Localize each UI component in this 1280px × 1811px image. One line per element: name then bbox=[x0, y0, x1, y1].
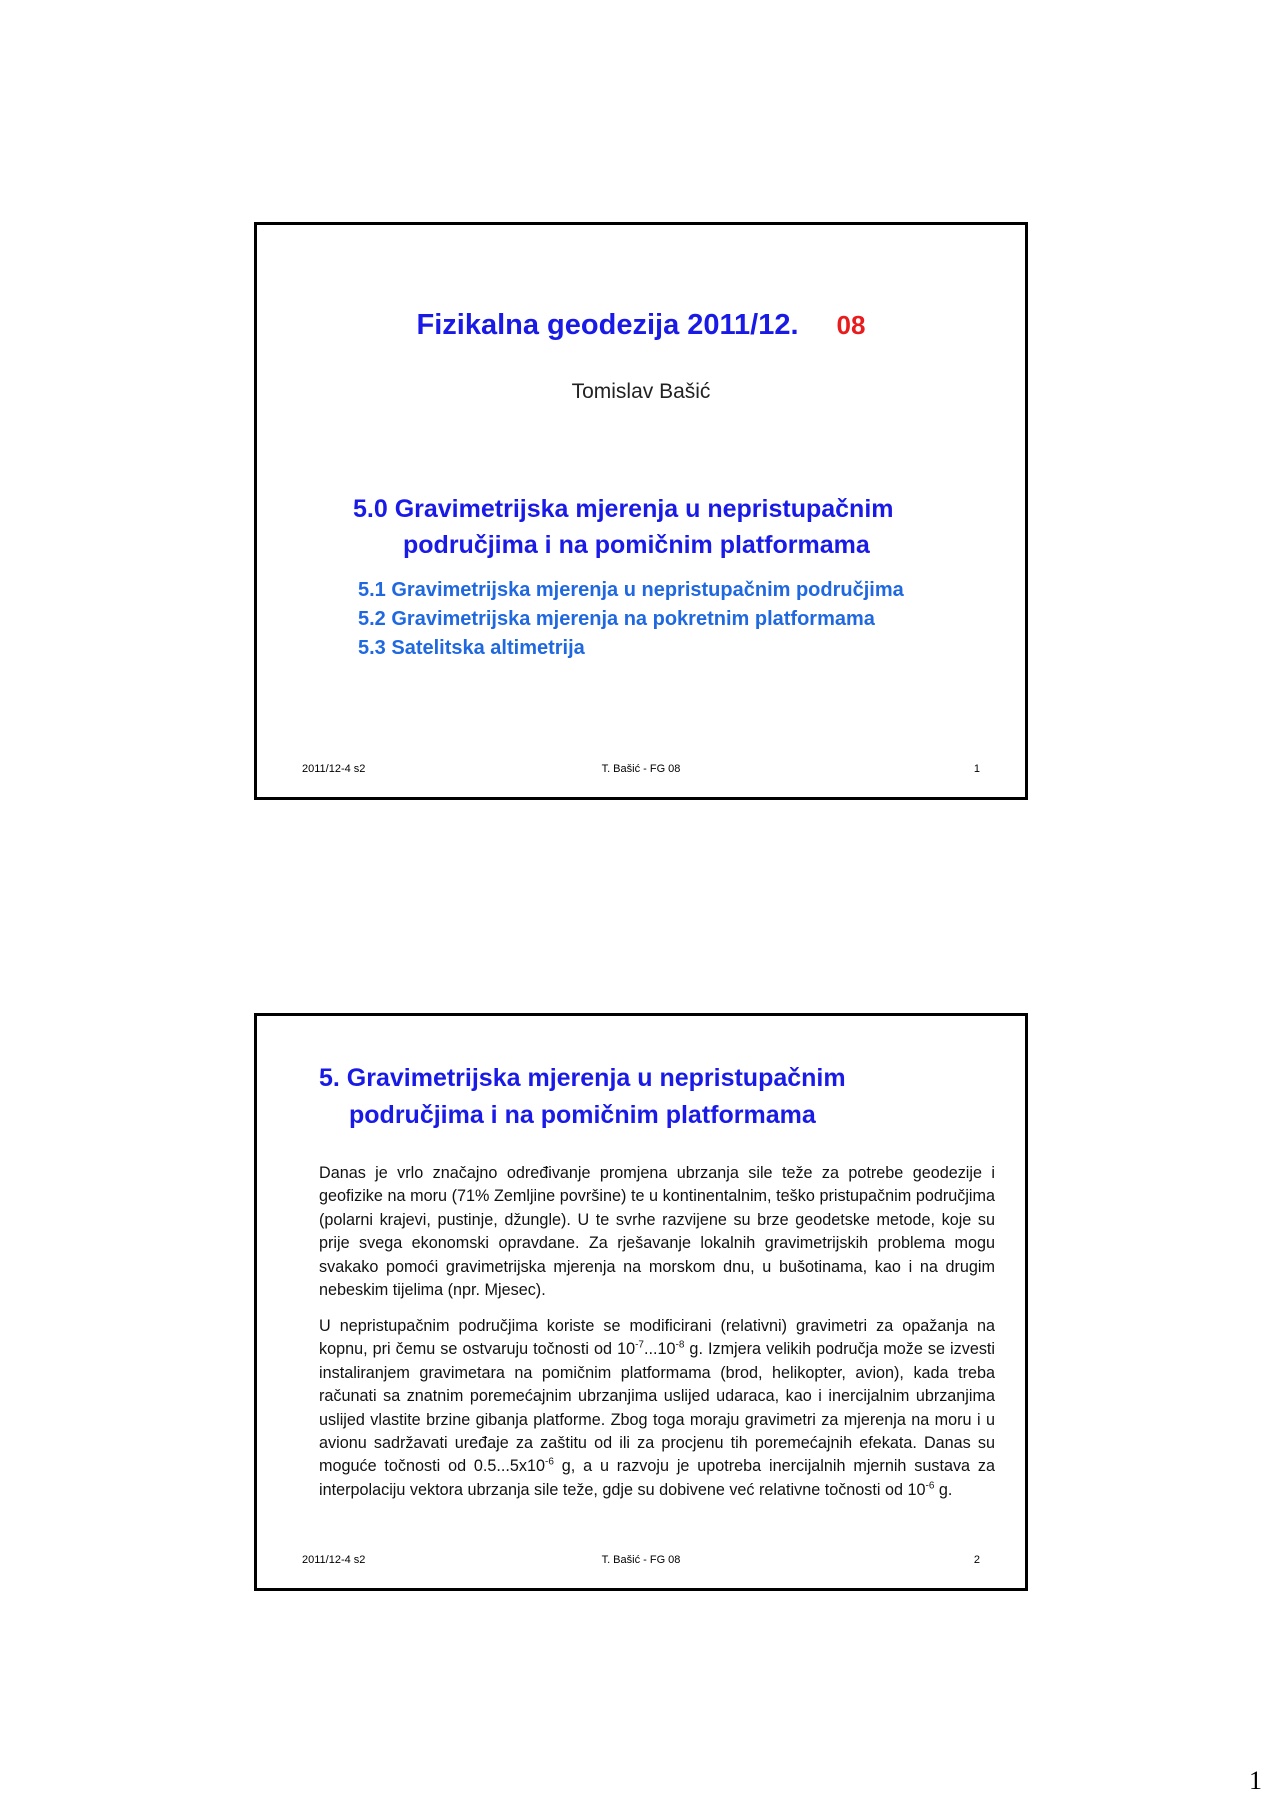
text-run: ...10 bbox=[643, 1340, 676, 1359]
slide-title bbox=[257, 309, 1025, 342]
slide-1 bbox=[254, 222, 1028, 800]
footer-date: 2011/12-4 s2 bbox=[302, 763, 366, 775]
footer-author: T. Bašić - FG 08 bbox=[601, 763, 681, 775]
exponent: -8 bbox=[675, 1340, 685, 1352]
footer-author: T. Bašić - FG 08 bbox=[601, 1554, 681, 1566]
slide-title-line-1: 5. Gravimetrijska mjerenja u nepristupačnim bbox=[319, 1064, 846, 1092]
slide-2 bbox=[254, 1013, 1028, 1591]
slide-title bbox=[319, 1060, 846, 1134]
body-paragraph-1: Danas je vrlo značajno određivanje promjena ubrzanja sile teže za potrebe geodezije i geofizike na moru (71% Zemljine površine) te u kontinentalnim, teško pristupačnim područjima (polarni krajevi, pustinje, džungle). U te svrhe razvijene su brze geodetske metode, koje su prije svega ekonomski opravdane. Za rješavanje lokalnih gravimetrijskih problema mogu svakako pomoći gravimetrijska mjerenja na morskom dnu, u bušotinama, kao i na drugim nebeskim tijelima (npr. Mjesec). bbox=[319, 1164, 995, 1300]
subsection-list bbox=[358, 576, 904, 663]
section-heading-line-2: područjima i na pomičnim platformama bbox=[403, 531, 870, 559]
text-run: g. bbox=[934, 1480, 953, 1499]
page-number: 1 bbox=[1249, 1766, 1262, 1795]
section-heading bbox=[353, 491, 894, 563]
author-name: Tomislav Bašić bbox=[571, 380, 711, 403]
text-run: U nepristupačnim područjima koriste se modificirani (relativni) gravimetri za opažanja na kopnu, pri čemu se ostvaruju točnosti od 10 bbox=[319, 1317, 995, 1359]
section-heading-line-1: 5.0 Gravimetrijska mjerenja u nepristupačnim bbox=[353, 495, 894, 523]
exponent: -7 bbox=[635, 1340, 644, 1352]
text-run: g. Izmjera velikih područja može se izvesti instaliranjem gravimetara na pomičnim platformama (brod, helikopter, avion), kada treba računati sa znatnim poremećajnim ubrzanjima uslijed udaraca, kao i inercijalnim ubrzanjima uslijed vlastite brzine gibanja platforme. Zbog toga moraju gravimetri za mjerenja na moru i u avionu sadržavati uređaje za zaštitu od ili za procjenu tih poremećajnih efekata. Danas su moguće točnosti od 0.5...5x10 bbox=[319, 1340, 996, 1476]
footer-slide-number: 1 bbox=[973, 763, 980, 775]
body-paragraph-2 bbox=[319, 1315, 995, 1502]
subsection-item: 5.3 Satelitska altimetrija bbox=[358, 637, 585, 659]
lecture-number: 08 bbox=[836, 310, 866, 340]
text-run: g, a u razvoju je upotreba inercijalnih mjernih sustava za interpolaciju vektora ubrzanja sile teže, gdje su dobivene već relativne točnosti od 10 bbox=[319, 1457, 995, 1499]
footer-date: 2011/12-4 s2 bbox=[302, 1554, 366, 1566]
subsection-item: 5.2 Gravimetrijska mjerenja na pokretnim platformama bbox=[358, 608, 875, 630]
exponent: -6 bbox=[925, 1480, 935, 1492]
exponent: -6 bbox=[545, 1457, 554, 1469]
course-title: Fizikalna geodezija 2011/12. bbox=[416, 309, 799, 341]
subsection-item: 5.1 Gravimetrijska mjerenja u nepristupačnim područjima bbox=[358, 579, 904, 601]
slide-title-line-2: područjima i na pomičnim platformama bbox=[349, 1101, 816, 1129]
footer-slide-number: 2 bbox=[973, 1554, 980, 1566]
